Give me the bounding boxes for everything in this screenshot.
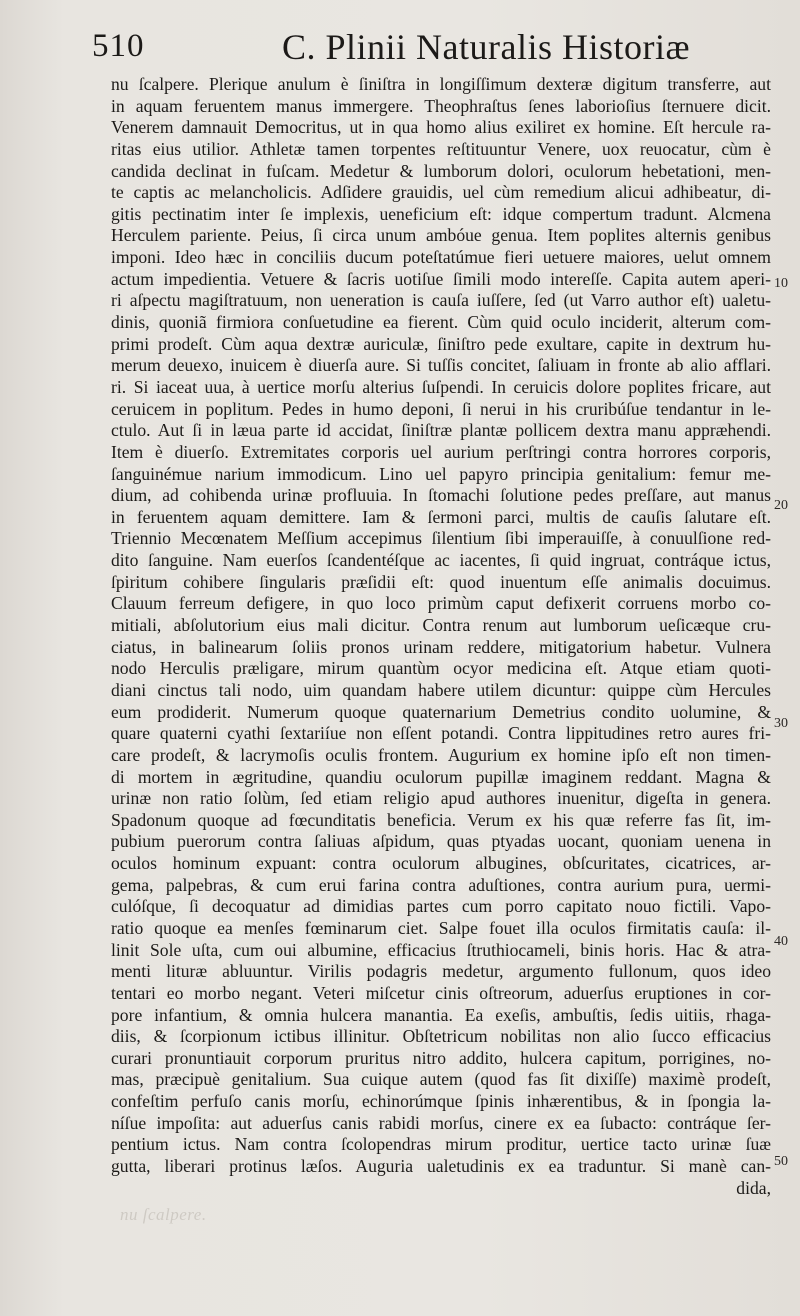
text-line: pore infantium, & omnia hulcera manantia. Ea exeſis, ambuſtis, ſedis uitiis, rhaga-: [111, 1004, 771, 1025]
text-line: mitiali, abſolutorium eius mali dicitur. Contra renum aut lumborum ueſicæque cru-: [111, 615, 771, 636]
text-line: confeſtim perfuſo canis morſu, echinorúmque ſpinis inhærentibus, & in ſpongia la-: [111, 1091, 771, 1112]
text-line: ritas eius utilior. Athletæ tamen torpentes reſtituuntur Venere, uox reuocatur, cùm è: [111, 138, 771, 159]
text-line: ciatus, in balinearum ſoliis pronos urinam reddere, mitigatorium habetur. Vulnera: [111, 636, 771, 657]
text-line: linit Sole uſta, cum oui albumine, efficacius ſtruthiocameli, binis horis. Hac & atra-: [111, 939, 771, 960]
text-line: dinis, quoniã firmiora conſuetudine ea fierent. Cùm quid oculo inciderit, alterum com-: [111, 312, 771, 333]
text-line: ſpiritum cohibere ſingularis præſidii eſt: quod inuentum eſſe animalis docuimus.: [111, 571, 771, 592]
text-line: ratio quoque ea menſes fœminarum ciet. Salpe fouet illa oculos firmitatis cauſa: il-: [111, 917, 771, 938]
text-line: ceruicem in poplitum. Pedes in humo deponi, ſi nerui in his cruribúſue tendantur in le-: [111, 398, 771, 419]
margin-line-number: 20: [774, 498, 788, 513]
text-line: gema, palpebras, & cum erui farina contra aduſtiones, contra aurium pura, uermi-: [111, 874, 771, 895]
page-header: [92, 22, 792, 74]
text-line: Spadonum quoque ad fœcunditatis beneficia. Verum ex his quæ referre fas ſit, im-: [111, 809, 771, 830]
text-line: ſanguinémue narium immodicum. Lino uel papyro principia genitalium: femur me-: [111, 463, 771, 484]
text-line: nodo Herculis præligare, mirum quantùm ocyor medicina eſt. Atque etiam quoti-: [111, 658, 771, 679]
margin-line-number: 40: [774, 934, 788, 949]
text-line: gitis pectinatim inter ſe implexis, ueneficium eſt: idque compertum tradunt. Alcmena: [111, 203, 771, 224]
text-line: urinæ non ratio ſolùm, ſed etiam religio apud authores inuenitur, digeſta in genera.: [111, 788, 771, 809]
text-line: quare quaterni cyathi ſextariíue non eſſent potandi. Contra lippitudines retro aures fri-: [111, 723, 771, 744]
text-line: di mortem in ægritudine, quandiu oculorum pupillæ imaginem reddant. Magna &: [111, 766, 771, 787]
text-line: níſue impoſita: aut aduerſus canis rabidi morſus, cinere ex ea ſubacto: contráque ſer-: [111, 1112, 771, 1133]
margin-line-number: 10: [774, 276, 788, 291]
text-line: candida declinat in fuſcam. Medetur & lumborum dolori, oculorum hebetationi, men-: [111, 160, 771, 181]
text-line: merum deuexo, inuicem è diuerſa aure. Si tuſſis concitet, ſaliuam in fronte ab alio afflari.: [111, 355, 771, 376]
text-line: eum prodiderit. Numerum quoque quaternarium Demetrius condito uolumine, &: [111, 701, 771, 722]
text-line: dito ſanguine. Nam euerſos ſcandentéſque ac iacentes, ſi quid ingruat, contráque ictus,: [111, 550, 771, 571]
text-line: primi prodeſt. Cùm aqua dextræ auriculæ, ſiniſtro pede exultare, capite in dextrum hu-: [111, 333, 771, 354]
text-line: ctulo. Aut ſi in læua parte id accidat, ſiniſtræ plantæ pollicem dextra manu appræhendi.: [111, 420, 771, 441]
text-line: imponi. Ideo hæc in conciliis ducum poteſtatúmue fieri uetuere maiores, uelut omnem: [111, 247, 771, 268]
running-title: C. Plinii Naturalis Historiæ: [282, 27, 691, 67]
text-line: ri. Si iaceat uua, à uertice morſu alterius ſuſpendi. In ceruicis dolore poplites fricare, aut: [111, 376, 771, 397]
page-number: 510: [92, 28, 145, 64]
text-line: gutta, liberari protinus læſos. Auguria ualetudinis ex ea traduntur. Si manè can-: [111, 1156, 771, 1177]
margin-line-number: 50: [774, 1154, 788, 1169]
text-line: in aquam feruentem manus immergere. Theophraſtus ſenes laborioſius ſternuere dicit.: [111, 95, 771, 116]
text-line: actum impedientia. Vetuere & ſacris uotiſue ſimili modo intereſſe. Capita autem aperi-: [111, 268, 771, 289]
text-line: tentari eo morbo negant. Veteri miſcetur cinis oſtreorum, aduerſus eruptiones in cor-: [111, 982, 771, 1003]
text-line: curari pronuntiauit corporum pruritus nitro addito, hulcera capitum, porrigines, no-: [111, 1047, 771, 1068]
text-line: menti lituræ abluuntur. Virilis podagris medetur, argumento fullonum, quos ideo: [111, 961, 771, 982]
text-line: Triennio Mecœnatem Meſſium accepimus ſilentium ſibi imperauiſſe, à conuulſione red-: [111, 528, 771, 549]
text-line: ri aſpectu magiſtratuum, non ueneration is cauſa iuſſere, ſed (ut Varro author eſt) ualetu-: [111, 290, 771, 311]
text-line: pentium ictus. Nam contra ſcolopendras mirum proditur, uertice tacto urinæ ſuæ: [111, 1134, 771, 1155]
text-line: Item è diuerſo. Extremitates corporis uel aurium perſtringi contra horrores corporis,: [111, 441, 771, 462]
text-line: mas, præcipuè genitalium. Sua cuique autem (quod fas ſit dixiſſe) maximè prodeſt,: [111, 1069, 771, 1090]
show-through-text: nu ſcalpere.: [120, 1205, 207, 1224]
text-line: diani cinctus tali nodo, uim quandam habere utilem dicuntur: quippe cùm Hercules: [111, 679, 771, 700]
body-text: [111, 74, 771, 1199]
text-line: oculos hominum expuant: contra oculorum albugines, obſcuritates, cicatrices, ar-: [111, 853, 771, 874]
text-line: dium, ad cohibenda urinæ profluuia. In ſtomachi ſolutione pedes preſſare, aut manus: [111, 485, 771, 506]
margin-line-number: 30: [774, 716, 788, 731]
text-line: pubium puerorum contra ſaliuas aſpidum, quas ptyadas uocant, quoniam uenena in: [111, 831, 771, 852]
text-line: Clauum ferreum defigere, in quo loco primùm caput defixerit corruens morbo co-: [111, 593, 771, 614]
text-line: te captis ac melancholicis. Adſidere grauidis, uel cùm remedium alicui adhibeatur, di-: [111, 182, 771, 203]
text-line: Herculem pariente. Peius, ſi circa unum ambóue genua. Item poplites alternis genibus: [111, 225, 771, 246]
text-line: nu ſcalpere. Plerique anulum è ſiniſtra in longiſſimum dexteræ digitum transferre, aut: [111, 74, 771, 94]
text-line: dida,: [736, 1177, 771, 1198]
text-line: in feruentem aquam demittere. Iam & ſermoni parci, multis de cauſis ſalutare eſt.: [111, 506, 771, 527]
text-line: culóſque, ſi decoquatur ad dimidias partes cum porro capitato nouo fictili. Vapo-: [111, 896, 771, 917]
text-line: Venerem damnauit Democritus, ut in qua homo alius exiliret ex homine. Eſt hercule ra-: [111, 117, 771, 138]
text-line: care prodeſt, & lacrymoſis oculis frontem. Augurium ex homine ipſo eſt non timen-: [111, 744, 771, 765]
text-line: diis, & ſcorpionum ictibus illinitur. Obſtetricum nobilitas non alio ſucco efficacius: [111, 1026, 771, 1047]
